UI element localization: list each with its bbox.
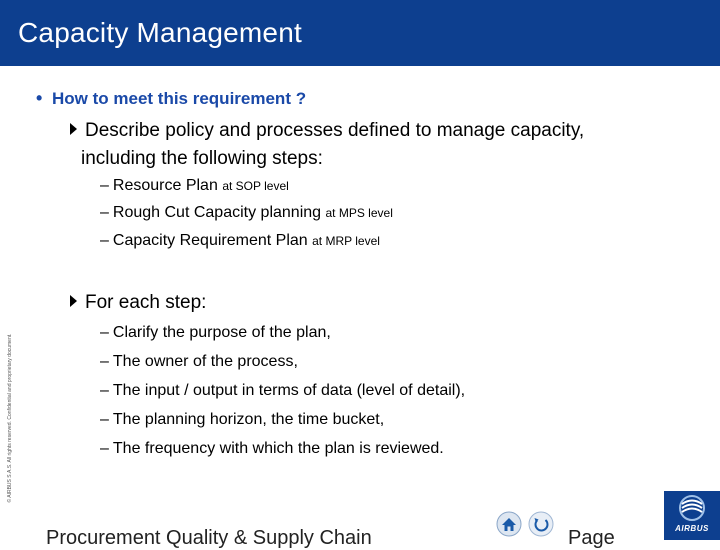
dash-bullet: – [100, 440, 109, 457]
bullet-describe-line2: including the following steps: [81, 148, 323, 169]
step-main: Capacity Requirement Plan [112, 232, 308, 249]
detail-item [100, 409, 384, 431]
bullet-each-step [70, 289, 206, 317]
step-item [100, 202, 393, 224]
dash-bullet: – [100, 232, 109, 249]
step-item [100, 175, 289, 197]
detail-text: The frequency with which the plan is reviewed. [112, 440, 444, 457]
detail-text: Clarify the purpose of the plan, [112, 324, 331, 341]
footer-title: Procurement Quality & Supply Chain [46, 527, 372, 549]
page-label: Page [568, 527, 615, 549]
detail-item [100, 438, 444, 460]
detail-item [100, 380, 465, 402]
detail-item [100, 351, 298, 373]
bullet-each-step-text: For each step: [85, 292, 207, 313]
step-main: Rough Cut Capacity planning [112, 204, 322, 221]
home-icon[interactable] [496, 511, 522, 537]
dash-bullet: – [100, 324, 109, 341]
airbus-logo [664, 491, 720, 540]
dash-bullet: – [100, 382, 109, 399]
question-text: How to meet this requirement ? [52, 89, 307, 108]
dash-bullet: – [100, 177, 109, 194]
step-suffix: at MRP level [312, 234, 380, 248]
dash-bullet: – [100, 353, 109, 370]
detail-text: The input / output in terms of data (level of detail), [112, 382, 466, 399]
question-heading [36, 88, 306, 109]
triangle-bullet-icon [70, 295, 77, 307]
logo-text: AIRBUS [675, 524, 709, 533]
bullet-describe [70, 117, 584, 173]
detail-item [100, 322, 331, 344]
step-suffix: at SOP level [222, 179, 289, 193]
step-main: Resource Plan [112, 177, 218, 194]
triangle-bullet-icon [70, 123, 77, 135]
bullet-icon: • [36, 88, 43, 108]
step-item [100, 230, 380, 252]
back-icon[interactable] [528, 511, 554, 537]
airbus-emblem-icon [664, 491, 720, 525]
copyright-notice: © AIRBUS S.A.S. All rights reserved. Confidential and proprietary document. [7, 333, 13, 503]
title-bar [0, 0, 720, 66]
dash-bullet: – [100, 411, 109, 428]
slide-title: Capacity Management [18, 17, 302, 48]
detail-text: The owner of the process, [112, 353, 298, 370]
bullet-describe-line1: Describe policy and processes defined to manage capacity, [85, 120, 585, 141]
dash-bullet: – [100, 204, 109, 221]
step-suffix: at MPS level [325, 206, 393, 220]
detail-text: The planning horizon, the time bucket, [112, 411, 385, 428]
